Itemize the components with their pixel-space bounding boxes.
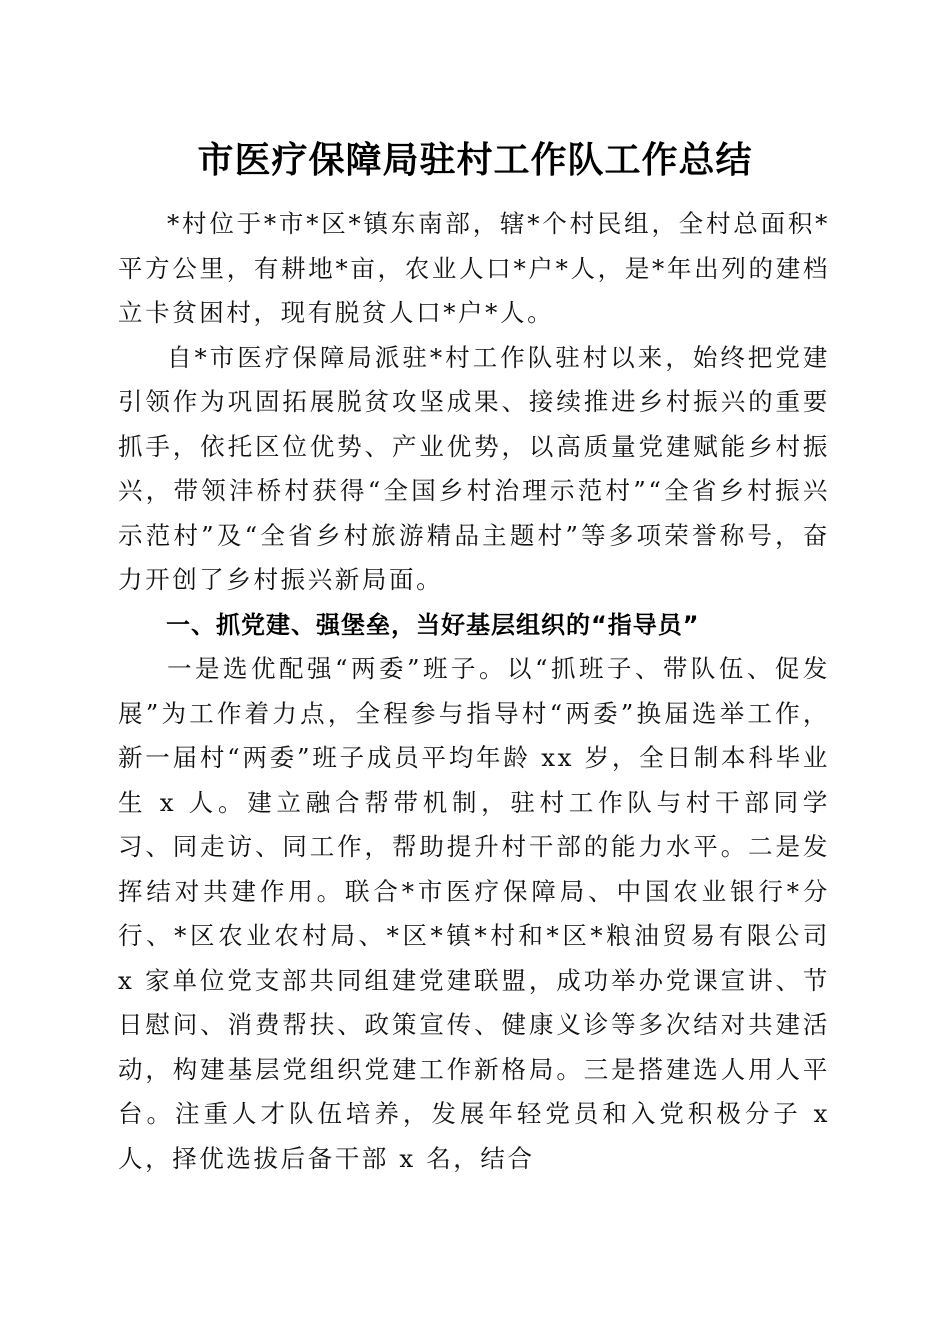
document-body xyxy=(118,202,830,1181)
overview-paragraph: 自*市医疗保障局派驻*村工作队驻村以来，始终把党建引领作为巩固拓展脱贫攻坚成果、接续推进乡村振兴的重要抓手，依托区位优势、产业优势，以高质量党建赋能乡村振兴，带领沣桥村获得“全国乡村治理示范村”“全省乡村振兴示范村”及“全省乡村旅游精品主题村”等多项荣誉称号，奋力开创了乡村振兴新局面。 xyxy=(118,342,830,594)
section-paragraph: 一是选优配强“两委”班子。以“抓班子、带队伍、促发展”为工作着力点，全程参与指导村“两委”换届选举工作，新一届村“两委”班子成员平均年龄 xx 岁，全日制本科毕业生 x 人。建立融合帮带机制，驻村工作队与村干部同学习、同走访、同工作，帮助提升村干部的能力水平。二是发挥结对共建作用。联合*市医疗保障局、中国农业银行*分行、*区农业农村局、*区*镇*村和*区*粮油贸易有限公司 x 家单位党支部共同组建党建联盟，成功举办党课宣讲、节日慰问、消费帮扶、政策宣传、健康义诊等多次结对共建活动，构建基层党组织党建工作新格局。三是搭建选人用人平台。注重人才队伍培养，发展年轻党员和入党积极分子 x 人，择优选拔后备干部 x 名，结合 xyxy=(118,654,830,1173)
intro-paragraph: *村位于*市*区*镇东南部，辖*个村民组，全村总面积*平方公里，有耕地*亩，农业人口*户*人，是*年出列的建档立卡贫困村，现有脱贫人口*户*人。 xyxy=(118,209,830,327)
section-heading: 一、抓党建、强堡垒，当好基层组织的“指导员” xyxy=(166,610,700,639)
document-title: 市医疗保障局驻村工作队工作总结 xyxy=(197,139,753,181)
